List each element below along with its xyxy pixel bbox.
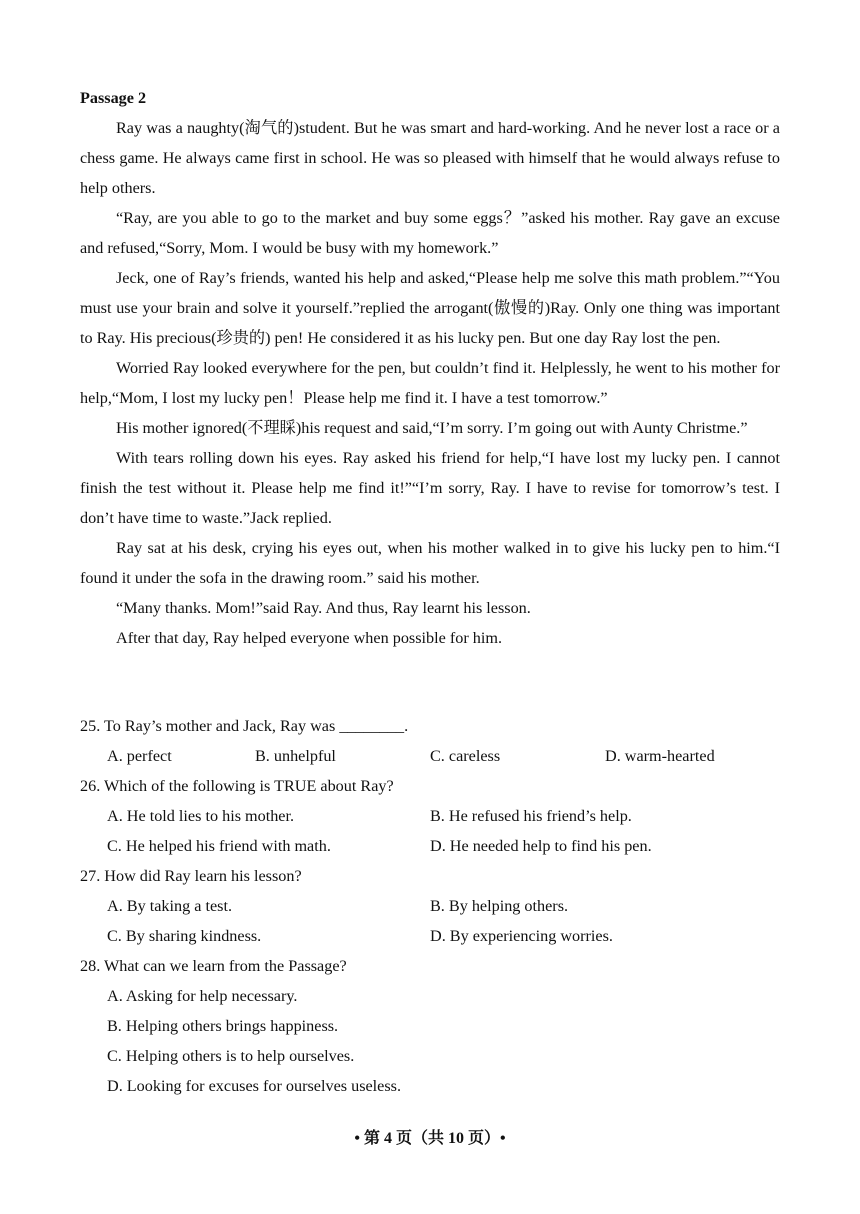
- option-b: B. By helping others.: [430, 897, 569, 915]
- paragraph: Jeck, one of Ray’s friends, wanted his help and asked,“Please help me solve this math problem.”“You must use your brain and solve it yourself.”replied the arrogant(傲慢的)Ray. Only one thing was important to Ray. His precious(珍贵的) pen! He considered it as his lucky pen. But one day Ray lost the pen.: [80, 269, 780, 347]
- passage-title: Passage 2: [80, 89, 147, 107]
- question-27: [80, 861, 780, 951]
- option-a: A. He told lies to his mother.: [107, 807, 295, 825]
- page-number: • 第 4 页（共 10 页）•: [354, 1130, 506, 1147]
- option-d: D. warm-hearted: [605, 747, 715, 765]
- option-b: B. He refused his friend’s help.: [430, 807, 632, 825]
- option-d: D. By experiencing worries.: [430, 927, 613, 945]
- paragraph: With tears rolling down his eyes. Ray asked his friend for help,“I have lost my lucky pen. I cannot finish the test without it. Please help me find it!”“I’m sorry, Ray. I have to revise for tomorrow’s test. I don’t have time to waste.”Jack replied.: [80, 449, 780, 527]
- question-stem: 26. Which of the following is TRUE about Ray?: [80, 777, 394, 795]
- paragraph: Worried Ray looked everywhere for the pen, but couldn’t find it. Helplessly, he went to his mother for help,“Mom, I lost my lucky pen！Please help me find it. I have a test tomorrow.”: [80, 359, 780, 407]
- option-list: [80, 801, 780, 861]
- option-c: C. careless: [430, 747, 501, 765]
- question-25: [80, 711, 780, 771]
- option-d: D. He needed help to find his pen.: [430, 837, 652, 855]
- option-a: A. By taking a test.: [107, 897, 232, 915]
- passage-body: [80, 113, 780, 653]
- option-c: C. By sharing kindness.: [107, 927, 262, 945]
- option-c: C. He helped his friend with math.: [107, 837, 331, 855]
- question-stem: 28. What can we learn from the Passage?: [80, 957, 347, 975]
- paragraph: After that day, Ray helped everyone when possible for him.: [116, 629, 502, 647]
- paragraph: “Ray, are you able to go to the market and buy some eggs？”asked his mother. Ray gave an excuse and refused,“Sorry, Mom. I would be busy with my homework.”: [80, 209, 780, 257]
- paragraph: Ray was a naughty(淘气的)student. But he was smart and hard-working. And he never lost a race or a chess game. He always came first in school. He was so pleased with himself that he would always refuse to help others.: [80, 119, 780, 197]
- paragraph: His mother ignored(不理睬)his request and said,“I’m sorry. I’m going out with Aunty Christme.”: [116, 419, 748, 437]
- option-d: D. Looking for excuses for ourselves useless.: [107, 1077, 402, 1095]
- option-b: B. Helping others brings happiness.: [107, 1017, 339, 1035]
- question-stem: 27. How did Ray learn his lesson?: [80, 867, 302, 885]
- option-list: [80, 891, 780, 951]
- paragraph: Ray sat at his desk, crying his eyes out, when his mother walked in to give his lucky pen to him.“I found it under the sofa in the drawing room.” said his mother.: [80, 539, 780, 587]
- question-28: [80, 951, 780, 1101]
- option-list: [80, 741, 780, 771]
- question-stem: 25. To Ray’s mother and Jack, Ray was ________.: [80, 717, 409, 735]
- question-list: [80, 711, 780, 1101]
- paragraph: “Many thanks. Mom!”said Ray. And thus, Ray learnt his lesson.: [116, 599, 531, 617]
- option-a: A. Asking for help necessary.: [107, 987, 298, 1005]
- option-c: C. Helping others is to help ourselves.: [107, 1047, 355, 1065]
- option-a: A. perfect: [107, 747, 172, 765]
- option-b: B. unhelpful: [255, 747, 336, 765]
- option-list: [80, 981, 780, 1101]
- question-26: [80, 771, 780, 861]
